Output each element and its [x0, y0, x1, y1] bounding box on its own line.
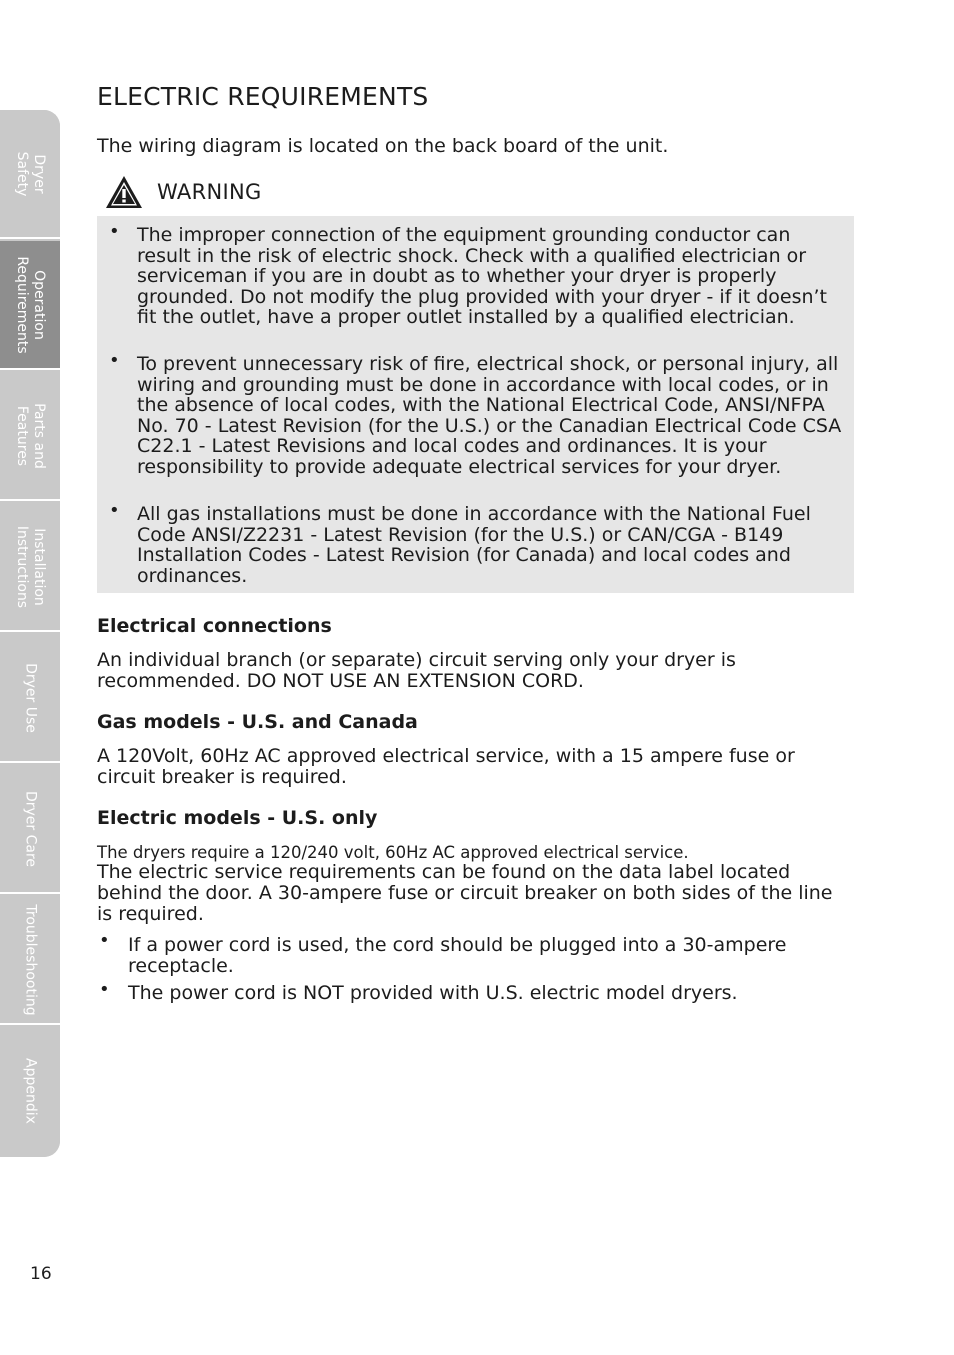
electric-models-heading: Electric models - U.S. only: [97, 807, 378, 829]
tab-dryer-care[interactable]: [0, 765, 60, 894]
tab-dryer-safety[interactable]: [0, 110, 60, 239]
tab-parts-and-features[interactable]: [0, 372, 60, 501]
page-title: ELECTRIC REQUIREMENTS: [97, 82, 429, 111]
bullet-icon: •: [99, 930, 110, 951]
warning-header: [105, 174, 262, 210]
electric-bullet: The power cord is NOT provided with U.S. electric model dryers.: [128, 982, 738, 1004]
warning-label: WARNING: [157, 180, 262, 204]
electric-models-small-text: The dryers require a 120/240 volt, 60Hz AC approved electrical service.: [97, 843, 689, 862]
tab-label: Operation Requirements: [14, 256, 47, 354]
warning-bullet: To prevent unnecessary risk of fire, electrical shock, or personal injury, all wiring and grounding must be done in accordance with local codes, or in the absence of local codes, with the National Electrical Code, ANSI/NFPA No. 70 - Latest Revision (for the U.S.) or the Canadian Electrical Code CSA C22.1 - Latest Revisions and local codes and ordinances. It is your responsibility to provide adequate electrical services for your dryer.: [137, 353, 842, 478]
warning-bullet: The improper connection of the equipment grounding conductor can result in the risk of electric shock. Check with a qualified electrician or serviceman if you are in doubt as to whether your dryer is properly grounded. Do not modify the plug provided with your dryer - if it doesn’t fit the outlet, have a proper outlet installed by a qualified electrician.: [137, 224, 828, 328]
tab-label: Troubleshooting: [22, 904, 39, 1016]
warning-triangle-icon: [105, 175, 143, 209]
tab-installation-instructions[interactable]: [0, 503, 60, 632]
bullet-icon: •: [109, 350, 120, 371]
gas-models-text: A 120Volt, 60Hz AC approved electrical service, with a 15 ampere fuse or circuit breaker is required.: [97, 745, 795, 788]
tab-dryer-use[interactable]: [0, 634, 60, 763]
electrical-connections-text: An individual branch (or separate) circuit serving only your dryer is recommended. DO NOT USE AN EXTENSION CORD.: [97, 649, 736, 692]
page-number: 16: [30, 1264, 52, 1284]
tab-label: Dryer Use: [22, 663, 39, 733]
intro-text: The wiring diagram is located on the back board of the unit.: [97, 135, 669, 157]
tab-appendix[interactable]: [0, 1027, 60, 1157]
warning-bullet: All gas installations must be done in accordance with the National Fuel Code ANSI/Z2231 - Latest Revision (for the U.S.) or CAN/CGA - B149 Installation Codes - Latest Revision (for Canada) and local codes and ordinances.: [137, 503, 811, 587]
tab-operation-requirements[interactable]: [0, 241, 60, 370]
bullet-icon: •: [109, 221, 120, 242]
side-tabs: [0, 110, 60, 1157]
gas-models-heading: Gas models - U.S. and Canada: [97, 711, 418, 733]
warning-box: [97, 216, 854, 593]
tab-label: Parts and Features: [14, 403, 47, 469]
tab-label: Installation Instructions: [14, 525, 47, 609]
bullet-icon: •: [99, 979, 110, 1000]
tab-label: Appendix: [22, 1058, 39, 1124]
tab-label: Dryer Care: [22, 790, 39, 868]
bullet-icon: •: [109, 500, 120, 521]
tab-label: Dryer Safety: [14, 151, 47, 197]
electric-bullet: If a power cord is used, the cord should be plugged into a 30-ampere receptacle.: [128, 934, 787, 977]
electric-models-text: The electric service requirements can be found on the data label located behind the door. A 30-ampere fuse or circuit breaker on both sides of the line is required.: [97, 861, 833, 925]
electrical-connections-heading: Electrical connections: [97, 615, 332, 637]
tab-troubleshooting[interactable]: [0, 896, 60, 1025]
